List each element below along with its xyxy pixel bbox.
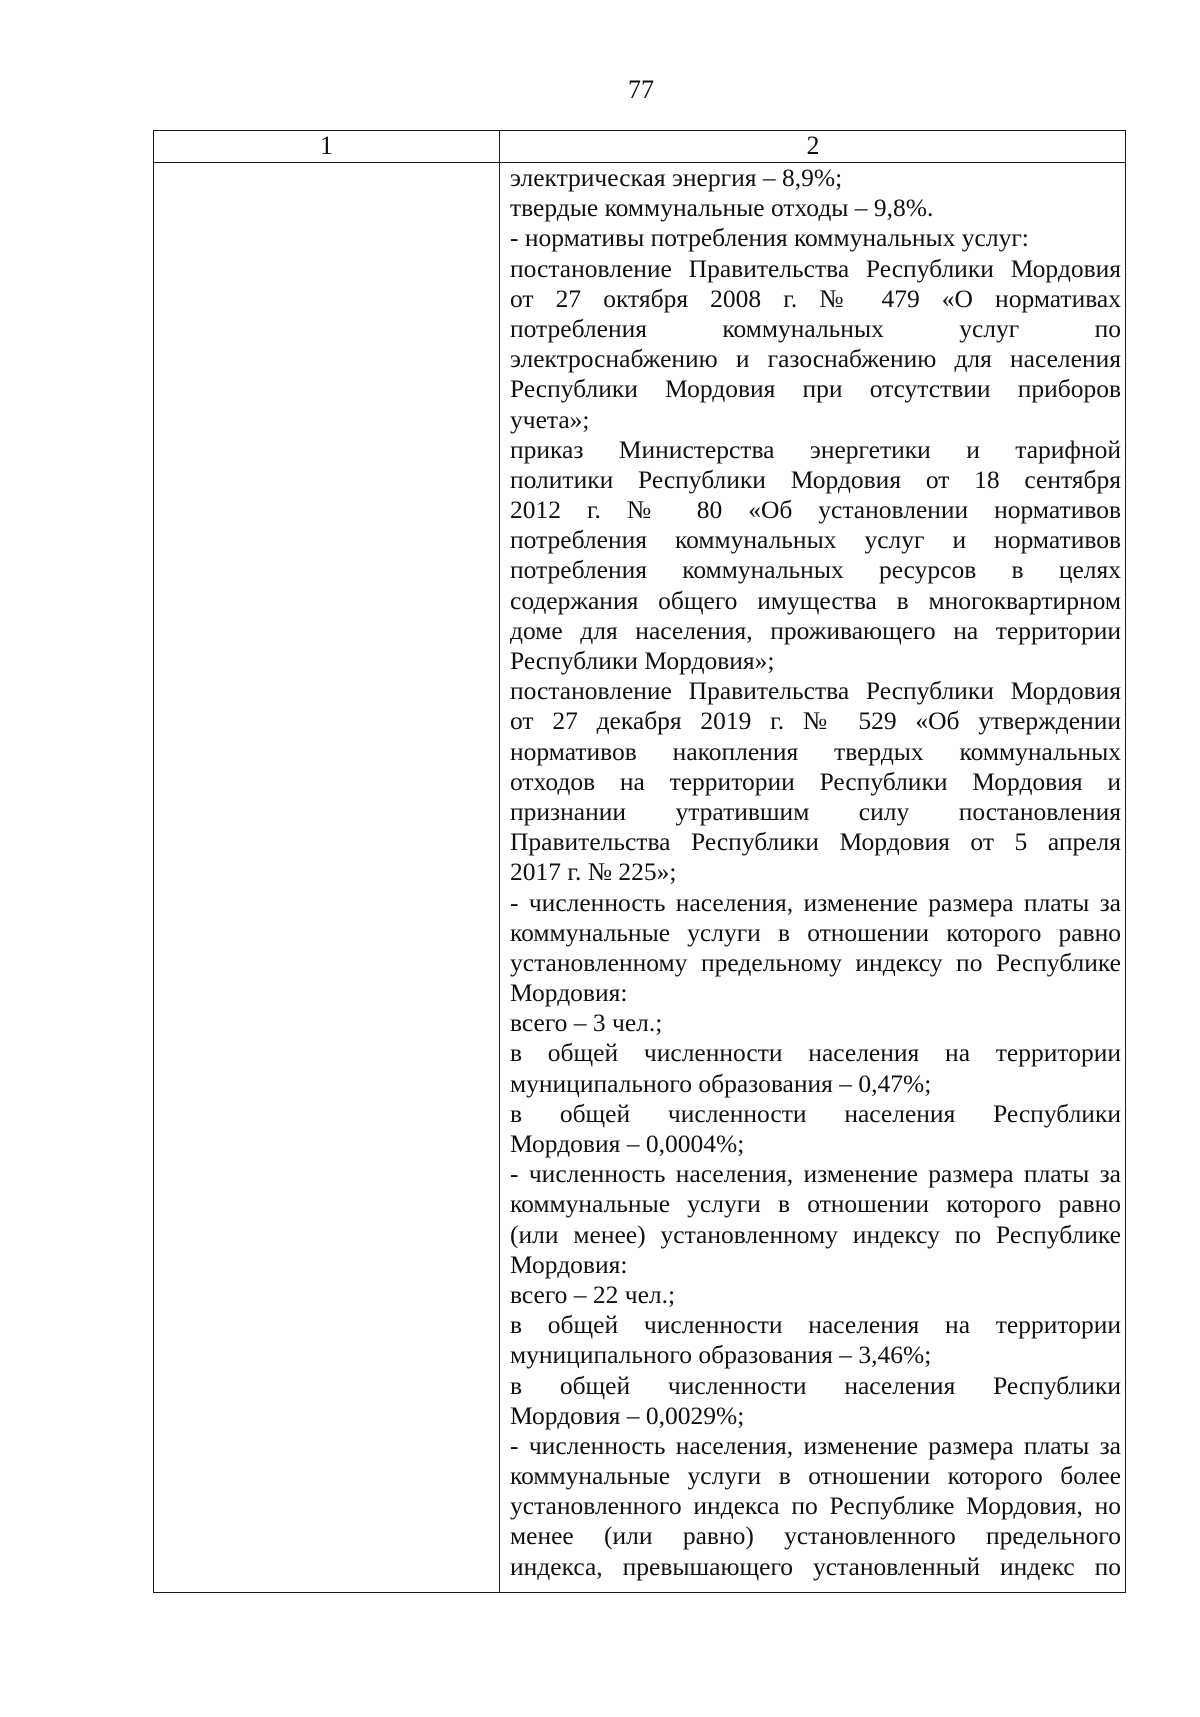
- text-line: 2017 г. № 225»;: [510, 857, 677, 887]
- text-line: потребления коммунальных услуг и нормативов: [510, 525, 1121, 555]
- text-line: постановление Правительства Республики Мордовия: [510, 253, 1121, 283]
- text-line: Мордовия – 0,0029%;: [510, 1400, 745, 1430]
- text-line: всего – 22 чел.;: [510, 1279, 676, 1309]
- text-line: электроснабжению и газоснабжению для населения: [510, 344, 1121, 374]
- text-line: - численность населения, изменение размера платы за: [510, 887, 1121, 917]
- text-line: доме для населения, проживающего на территории: [510, 615, 1121, 645]
- text-line: коммунальные услуги в отношении которого более: [510, 1461, 1121, 1491]
- text-line: установленному предельному индексу по Республике: [510, 947, 1121, 977]
- table-header-row: [154, 131, 1125, 163]
- text-line: учета»;: [510, 404, 590, 434]
- document-table: [153, 130, 1126, 1593]
- text-line: коммунальные услуги в отношении которого равно: [510, 917, 1121, 947]
- column-2-cell: [510, 163, 1121, 1592]
- text-line: всего – 3 чел.;: [510, 1008, 663, 1038]
- text-line: признании утратившим силу постановления: [510, 796, 1121, 826]
- text-line: твердые коммунальные отходы – 9,8%.: [510, 193, 934, 223]
- column-1-cell: [154, 163, 499, 1592]
- text-line: менее (или равно) установленного предельного: [510, 1521, 1121, 1551]
- text-line: политики Республики Мордовия от 18 сентября: [510, 464, 1121, 494]
- text-line: в общей численности населения на территории: [510, 1310, 1121, 1340]
- text-line: постановление Правительства Республики Мордовия: [510, 676, 1121, 706]
- page-number: 77: [628, 75, 654, 104]
- text-line: приказ Министерства энергетики и тарифной: [510, 434, 1121, 464]
- text-line: Мордовия:: [510, 978, 628, 1008]
- text-line: муниципального образования – 3,46%;: [510, 1340, 932, 1370]
- text-line: Республики Мордовия»;: [510, 646, 775, 675]
- text-line: индекса, превышающего установленный индекс по: [510, 1551, 1121, 1581]
- text-line: - численность населения, изменение размера платы за: [510, 1430, 1121, 1460]
- column-2-header: 2: [806, 131, 820, 160]
- text-line: в общей численности населения Республики: [510, 1370, 1121, 1400]
- text-line: потребления коммунальных ресурсов в целях: [510, 555, 1121, 585]
- text-line: содержания общего имущества в многоквартирном: [510, 585, 1121, 615]
- text-line: коммунальные услуги в отношении которого равно: [510, 1189, 1121, 1219]
- text-line: Правительства Республики Мордовия от 5 апреля: [510, 827, 1121, 857]
- column-1-header: 1: [320, 131, 333, 160]
- text-line: (или менее) установленному индексу по Республике: [510, 1219, 1121, 1249]
- text-line: нормативов накопления твердых коммунальных: [510, 736, 1121, 766]
- text-line: в общей численности населения Республики: [510, 1098, 1121, 1128]
- column-divider: [499, 131, 500, 1592]
- text-line: установленного индекса по Республике Мордовия, но: [510, 1491, 1121, 1521]
- text-line: Мордовия – 0,0004%;: [510, 1129, 745, 1158]
- text-line: от 27 октября 2008 г. № 479 «О нормативах: [510, 283, 1121, 313]
- text-line: - нормативы потребления коммунальных услуг:: [510, 223, 1029, 253]
- text-line: от 27 декабря 2019 г. № 529 «Об утверждении: [510, 706, 1121, 736]
- text-line: в общей численности населения на территории: [510, 1038, 1121, 1068]
- text-line: муниципального образования – 0,47%;: [510, 1068, 932, 1098]
- text-line: электрическая энергия – 8,9%;: [510, 163, 843, 192]
- text-line: Мордовия:: [510, 1249, 628, 1279]
- text-line: - численность населения, изменение размера платы за: [510, 1159, 1121, 1189]
- text-line: потребления коммунальных услуг по: [510, 313, 1121, 343]
- text-line: отходов на территории Республики Мордовия и: [510, 766, 1121, 796]
- text-line: 2012 г. № 80 «Об установлении нормативов: [510, 495, 1121, 525]
- text-line: Республики Мордовия при отсутствии приборов: [510, 374, 1121, 404]
